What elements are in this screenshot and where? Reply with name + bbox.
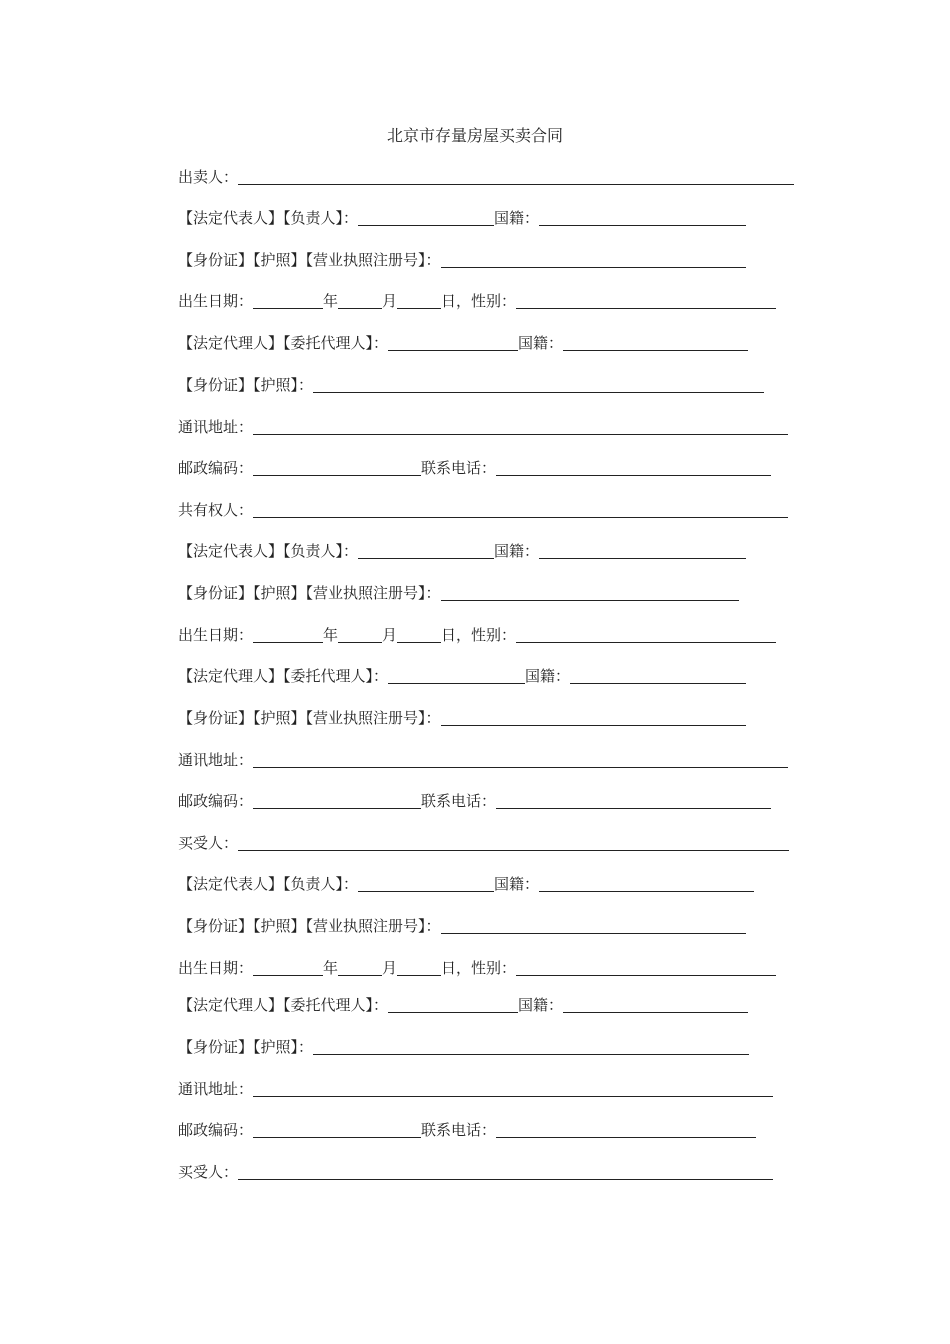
field-label: 买受人： — [178, 1163, 239, 1181]
field-label: 日，性别： — [441, 292, 517, 310]
field-label: 月 — [382, 292, 398, 310]
blank-field[interactable] — [388, 667, 525, 684]
form-line — [178, 750, 788, 770]
form-line — [178, 1037, 749, 1057]
field-label: 联系电话： — [421, 1121, 497, 1139]
form-line — [178, 541, 746, 561]
field-label: 共有权人： — [178, 501, 254, 519]
form-line — [178, 666, 746, 686]
blank-field[interactable] — [253, 626, 323, 643]
blank-field[interactable] — [338, 626, 382, 643]
field-label: 国籍： — [494, 542, 540, 560]
form-line — [178, 291, 776, 311]
field-label: 【法定代理人】【委托代理人】： — [178, 667, 389, 685]
field-label: 通讯地址： — [178, 418, 254, 436]
blank-field[interactable] — [338, 959, 382, 976]
blank-field[interactable] — [397, 959, 441, 976]
blank-field[interactable] — [570, 667, 746, 684]
field-label: 国籍： — [518, 334, 564, 352]
blank-field[interactable] — [388, 996, 518, 1013]
blank-field[interactable] — [441, 251, 746, 268]
field-label: 出生日期： — [178, 626, 254, 644]
field-label: 年 — [323, 292, 339, 310]
field-label: 邮政编码： — [178, 792, 254, 810]
field-label: 【身份证】【护照】【营业执照注册号】： — [178, 251, 441, 269]
field-label: 国籍： — [494, 875, 540, 893]
blank-field[interactable] — [238, 168, 794, 185]
form-line — [178, 583, 739, 603]
blank-field[interactable] — [539, 542, 746, 559]
field-label: 【法定代表人】【负责人】： — [178, 875, 359, 893]
blank-field[interactable] — [253, 501, 788, 518]
form-line — [178, 1079, 773, 1099]
form-line — [178, 333, 748, 353]
form-line — [178, 1120, 756, 1140]
form-line — [178, 417, 788, 437]
blank-field[interactable] — [516, 292, 776, 309]
blank-field[interactable] — [313, 376, 764, 393]
blank-field[interactable] — [253, 751, 788, 768]
blank-field[interactable] — [388, 334, 518, 351]
field-label: 日，性别： — [441, 626, 517, 644]
field-label: 【身份证】【护照】【营业执照注册号】： — [178, 584, 441, 602]
document-title: 北京市存量房屋买卖合同 — [386, 126, 563, 145]
field-label: 【法定代理人】【委托代理人】： — [178, 334, 389, 352]
blank-field[interactable] — [539, 209, 746, 226]
form-line — [178, 791, 771, 811]
field-label: 【身份证】【护照】： — [178, 376, 314, 394]
blank-field[interactable] — [496, 792, 771, 809]
field-label: 日，性别： — [441, 959, 517, 977]
blank-field[interactable] — [539, 875, 754, 892]
blank-field[interactable] — [441, 584, 739, 601]
field-label: 联系电话： — [421, 792, 497, 810]
blank-field[interactable] — [253, 459, 421, 476]
blank-field[interactable] — [338, 292, 382, 309]
form-line — [178, 208, 746, 228]
blank-field[interactable] — [358, 875, 494, 892]
field-label: 年 — [323, 959, 339, 977]
blank-field[interactable] — [496, 1121, 756, 1138]
field-label: 国籍： — [494, 209, 540, 227]
form-line — [178, 1162, 773, 1182]
blank-field[interactable] — [238, 834, 789, 851]
blank-field[interactable] — [496, 459, 771, 476]
blank-field[interactable] — [441, 709, 746, 726]
blank-field[interactable] — [313, 1038, 749, 1055]
blank-field[interactable] — [253, 792, 421, 809]
blank-field[interactable] — [397, 292, 441, 309]
field-label: 【法定代表人】【负责人】： — [178, 209, 359, 227]
form-line — [178, 708, 746, 728]
blank-field[interactable] — [516, 959, 776, 976]
field-label: 【身份证】【护照】【营业执照注册号】： — [178, 917, 441, 935]
blank-field[interactable] — [516, 626, 776, 643]
field-label: 月 — [382, 626, 398, 644]
blank-field[interactable] — [397, 626, 441, 643]
field-label: 买受人： — [178, 834, 239, 852]
field-label: 【法定代表人】【负责人】： — [178, 542, 359, 560]
form-line — [178, 833, 789, 853]
field-label: 月 — [382, 959, 398, 977]
blank-field[interactable] — [253, 292, 323, 309]
blank-field[interactable] — [238, 1163, 773, 1180]
field-label: 【法定代理人】【委托代理人】： — [178, 996, 389, 1014]
form-line — [178, 500, 788, 520]
form-line — [178, 874, 754, 894]
field-label: 出卖人： — [178, 168, 239, 186]
field-label: 出生日期： — [178, 292, 254, 310]
field-label: 国籍： — [525, 667, 571, 685]
field-label: 通讯地址： — [178, 1080, 254, 1098]
form-line — [178, 625, 776, 645]
blank-field[interactable] — [253, 959, 323, 976]
form-line — [178, 458, 771, 478]
blank-field[interactable] — [358, 542, 494, 559]
form-line — [178, 916, 746, 936]
form-line — [178, 375, 764, 395]
field-label: 邮政编码： — [178, 1121, 254, 1139]
field-label: 邮政编码： — [178, 459, 254, 477]
blank-field[interactable] — [563, 334, 748, 351]
field-label: 出生日期： — [178, 959, 254, 977]
blank-field[interactable] — [358, 209, 494, 226]
form-line — [178, 250, 746, 270]
form-line — [178, 958, 776, 978]
field-label: 联系电话： — [421, 459, 497, 477]
field-label: 【身份证】【护照】： — [178, 1038, 314, 1056]
field-label: 通讯地址： — [178, 751, 254, 769]
blank-field[interactable] — [441, 917, 746, 934]
form-line — [178, 995, 748, 1015]
blank-field[interactable] — [253, 418, 788, 435]
blank-field[interactable] — [563, 996, 748, 1013]
field-label: 年 — [323, 626, 339, 644]
blank-field[interactable] — [253, 1121, 421, 1138]
field-label: 国籍： — [518, 996, 564, 1014]
field-label: 【身份证】【护照】【营业执照注册号】： — [178, 709, 441, 727]
form-line — [178, 167, 794, 187]
blank-field[interactable] — [253, 1080, 773, 1097]
